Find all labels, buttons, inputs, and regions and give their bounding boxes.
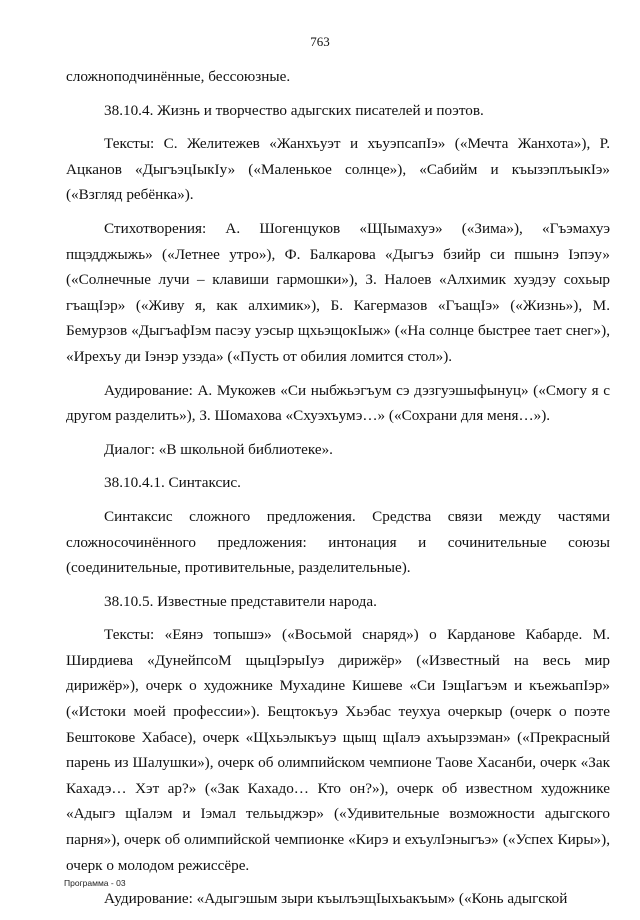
section-heading-38-10-4-1: 38.10.4.1. Синтаксис. bbox=[104, 474, 241, 492]
paragraph-texts: Тексты: С. Желитежев «Жанхъуэт и хъуэпсапІэ» («Мечта Жанхота»), Р. Ацканов «ДыгъэцІыкІу» («Маленькое солнце»), «Сабийм и къызэплъыкІэ» («Взгляд ребёнка»). bbox=[66, 135, 610, 204]
page-number: 763 bbox=[310, 34, 330, 49]
paragraph-syntax: Синтаксис сложного предложения. Средства связи между частями сложносочинённого предложения: интонация и сочинительные союзы (соединительные, противительные, разделительные). bbox=[66, 507, 610, 577]
paragraph-listening-2: Аудирование: «Адыгэшым зыри къылъэщІыхьакъым» («Конь адыгской bbox=[104, 890, 568, 908]
paragraph-representatives-texts: Тексты: «Еянэ топышэ» («Восьмой снаряд») о Карданове Кабарде. М. Ширдиева «ДунейпсоМ щыцІэрыІуэ дирижёр» («Известный на весь мир дирижёр»), очерк о художнике Мухадине Кишеве «Си ІэщІагъэм и къежьапІэр» («Истоки моей профессии»). Бещтокъуэ Хьэбас теухуа очеркыр (очерк о поэте Бештокове Хабасе), очерк «Щхьэлыкъуэ щыщ щІалэ ахъырзэман» («Прекрасный парень из Шалушки»), очерк об олимпийском чемпионе Таове Хасанби, очерк «Зак Кахадэ… Хэт ар?» («Зак Кахадо… Кто он?»), очерк об известном художнике «Адыгэ щІалэм и Іэмал тельыджэр» («Удивительные возможности адыгского парня»), очерк об олимпийской чемпионке «Кирэ и ехъулІэныгъэ» («Успех Киры»), очерк о молодом режиссёре. bbox=[66, 626, 610, 874]
paragraph-poems: Стихотворения: А. Шогенцуков «ЩІымахуэ» («Зима»), «Гъэмахуэ пщэдджыжь» («Летнее утро»), Ф. Балкарова «Дыгъэ бзийр си пшынэ Іэпэу» («Солнечные лучи – клавиши гармошки»), З. Налоев «Алхимик хуэдэу сохьыр гъащІэр» («Живу я, как алхимик»), Б. Кагермазов «ГъащІэ» («Жизнь»), М. Бемурзов «ДыгъафІэм пасэу уэсыр щхьэщокІыж» («На солнце быстрее тает снег»), «Ирехъу ди Іэнэр узэда» («Пусть от обилия ломится стол»). bbox=[66, 219, 610, 365]
page-body bbox=[66, 64, 610, 920]
paragraph-listening: Аудирование: А. Мукожев «Си ныбжьэгъум сэ дэзгуэшыфынуц» («Смогу я с другом разделить»), З. Шомахова «Схуэхъумэ…» («Сохрани для меня…»). bbox=[66, 381, 610, 425]
page-footer: Программа - 03 bbox=[64, 878, 126, 888]
section-heading-38-10-4: 38.10.4. Жизнь и творчество адыгских писателей и поэтов. bbox=[104, 101, 484, 119]
paragraph-continuation: сложноподчинённые, бессоюзные. bbox=[66, 68, 291, 85]
paragraph-dialogue: Диалог: «В школьной библиотеке». bbox=[104, 440, 333, 458]
section-heading-38-10-5: 38.10.5. Известные представители народа. bbox=[104, 592, 377, 610]
